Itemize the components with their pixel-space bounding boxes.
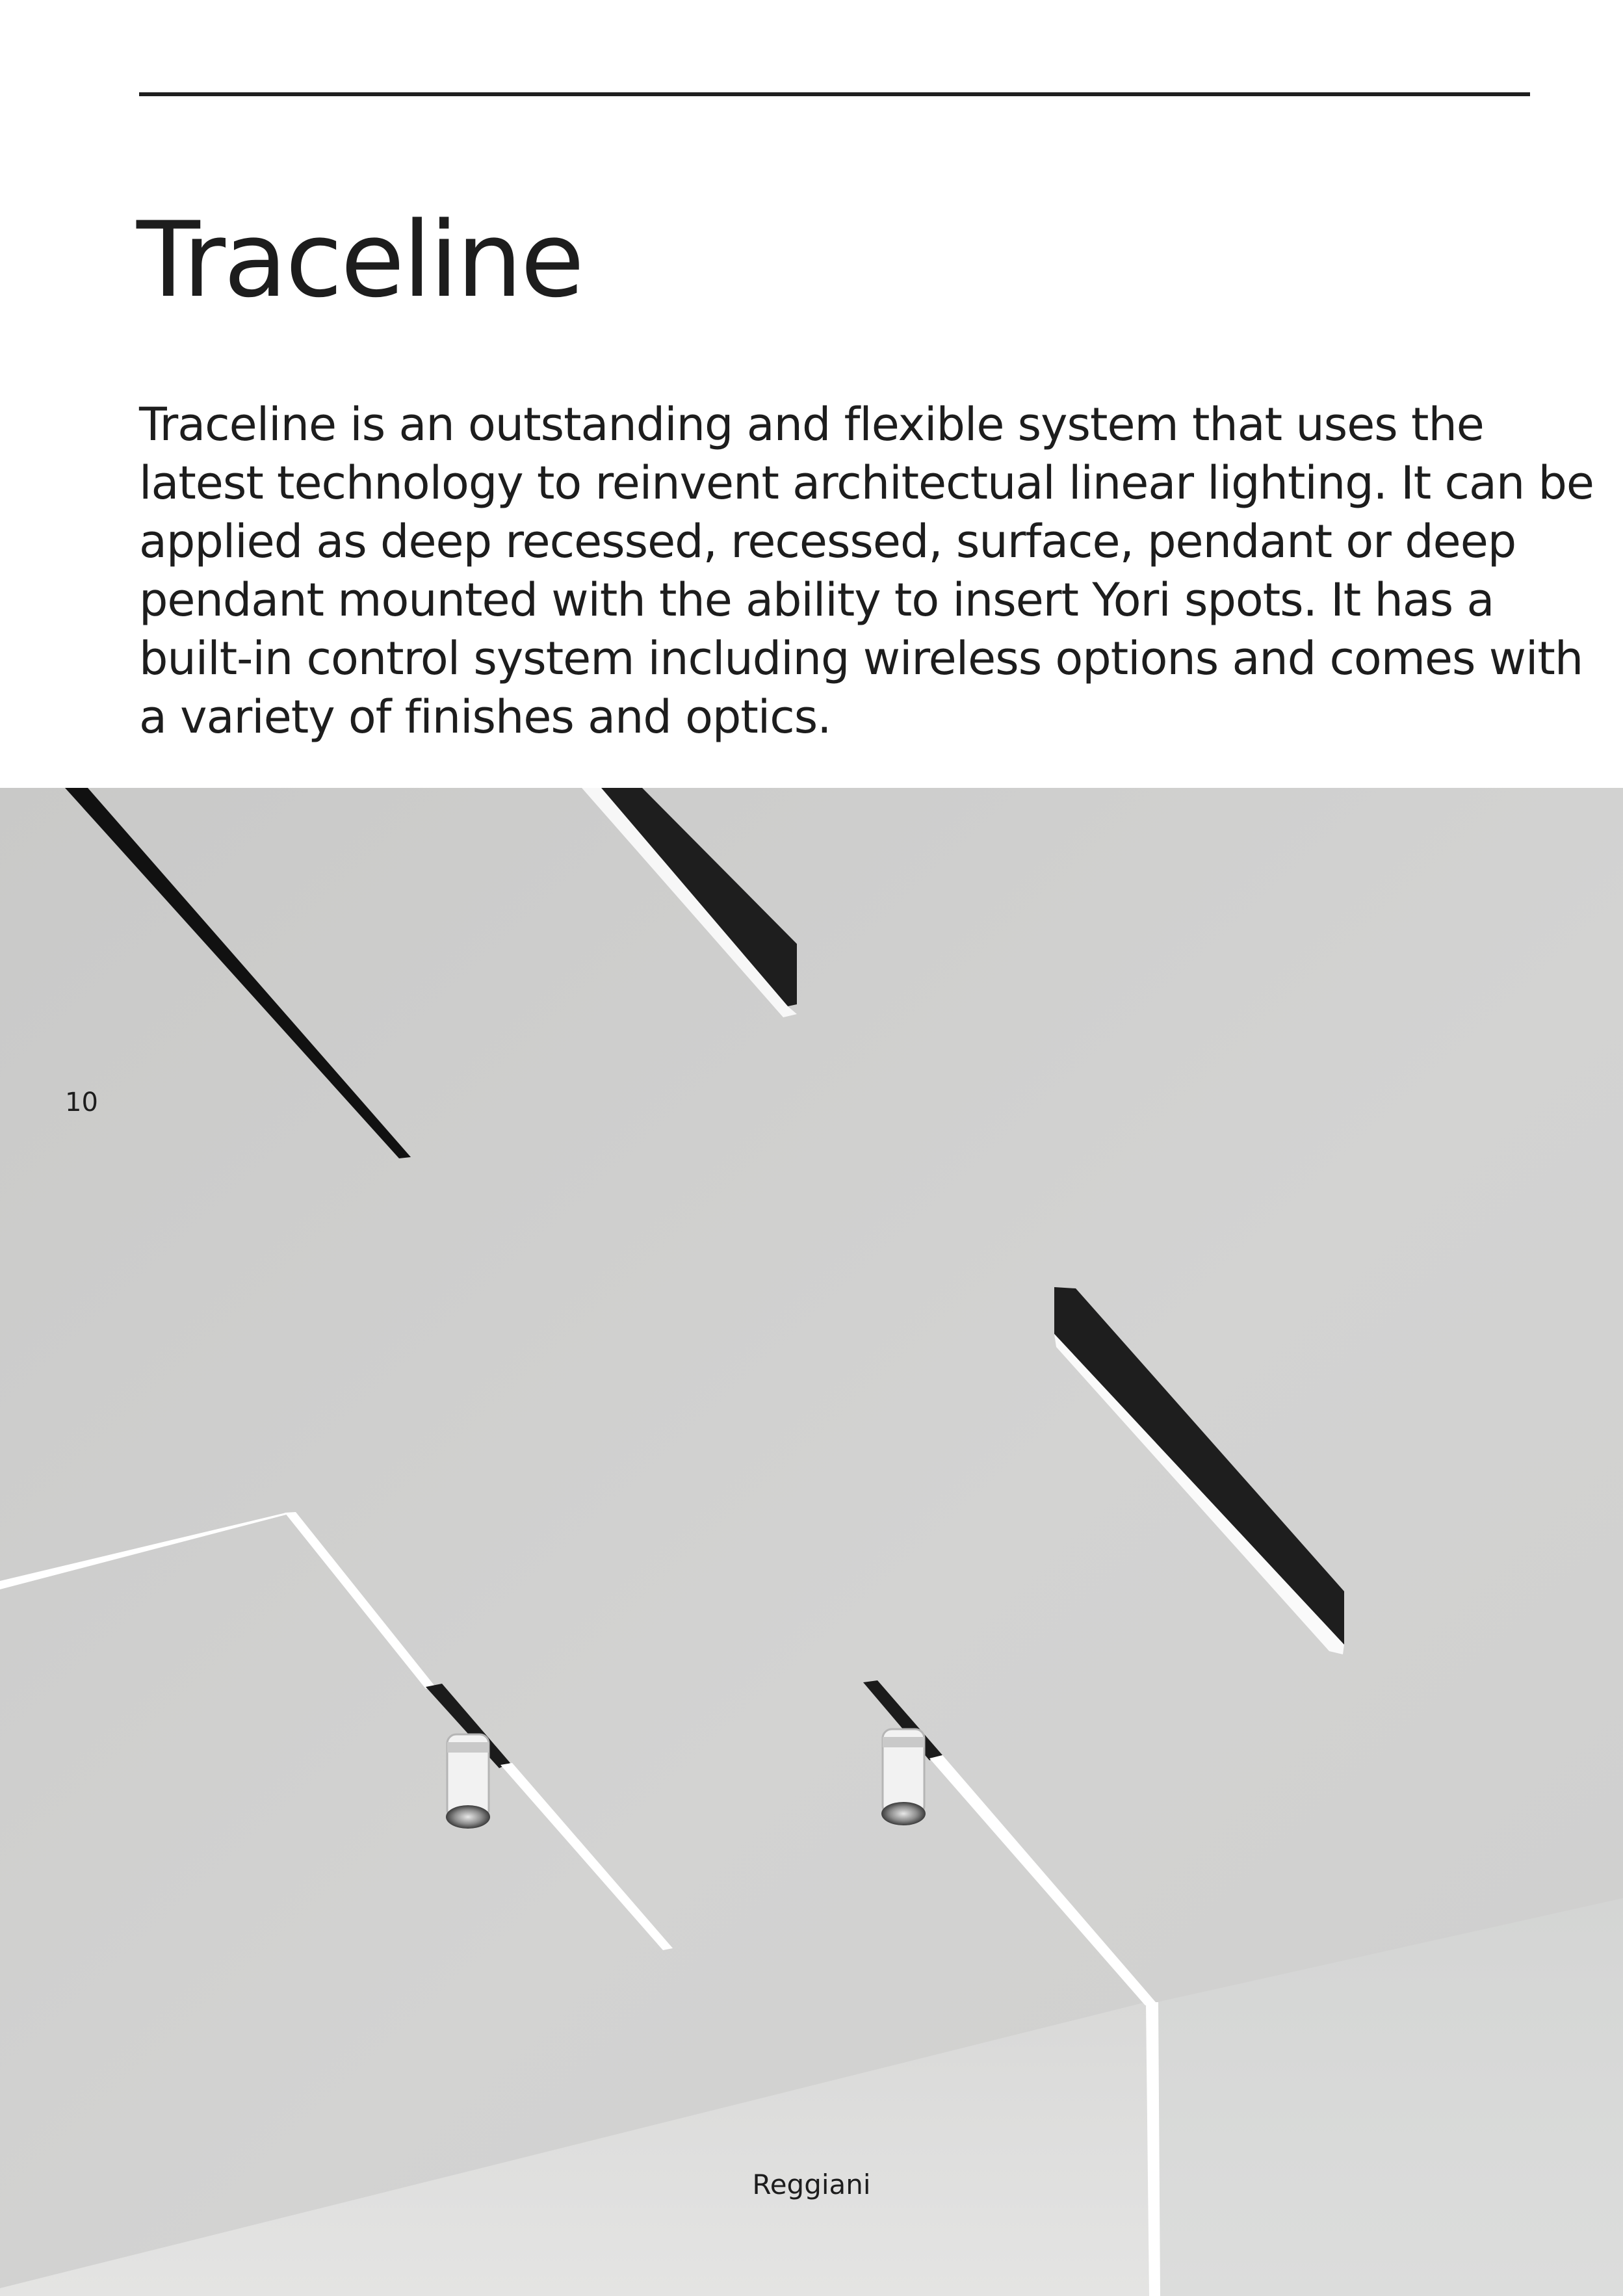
page-number: 10: [65, 1088, 98, 1117]
intro-paragraph: Traceline is an outstanding and flexible system that uses the latest technology to reinvent architectual linear lighting. It can be applied as deep recessed, recessed, surface, pendant or deep pendant mounted with the ability to insert Yori spots. It has a built-in control system including wireless options and comes with a variety of finishes and optics.: [139, 398, 1594, 744]
ceiling-illustration: [0, 788, 1623, 2296]
product-photo: [0, 788, 1623, 2296]
yori-spot-left: [446, 1734, 490, 1829]
yori-spot-center: [881, 1729, 926, 1825]
page-title: Traceline: [136, 199, 583, 320]
footer-brand: Reggiani: [752, 2169, 871, 2200]
top-rule: [139, 92, 1530, 96]
